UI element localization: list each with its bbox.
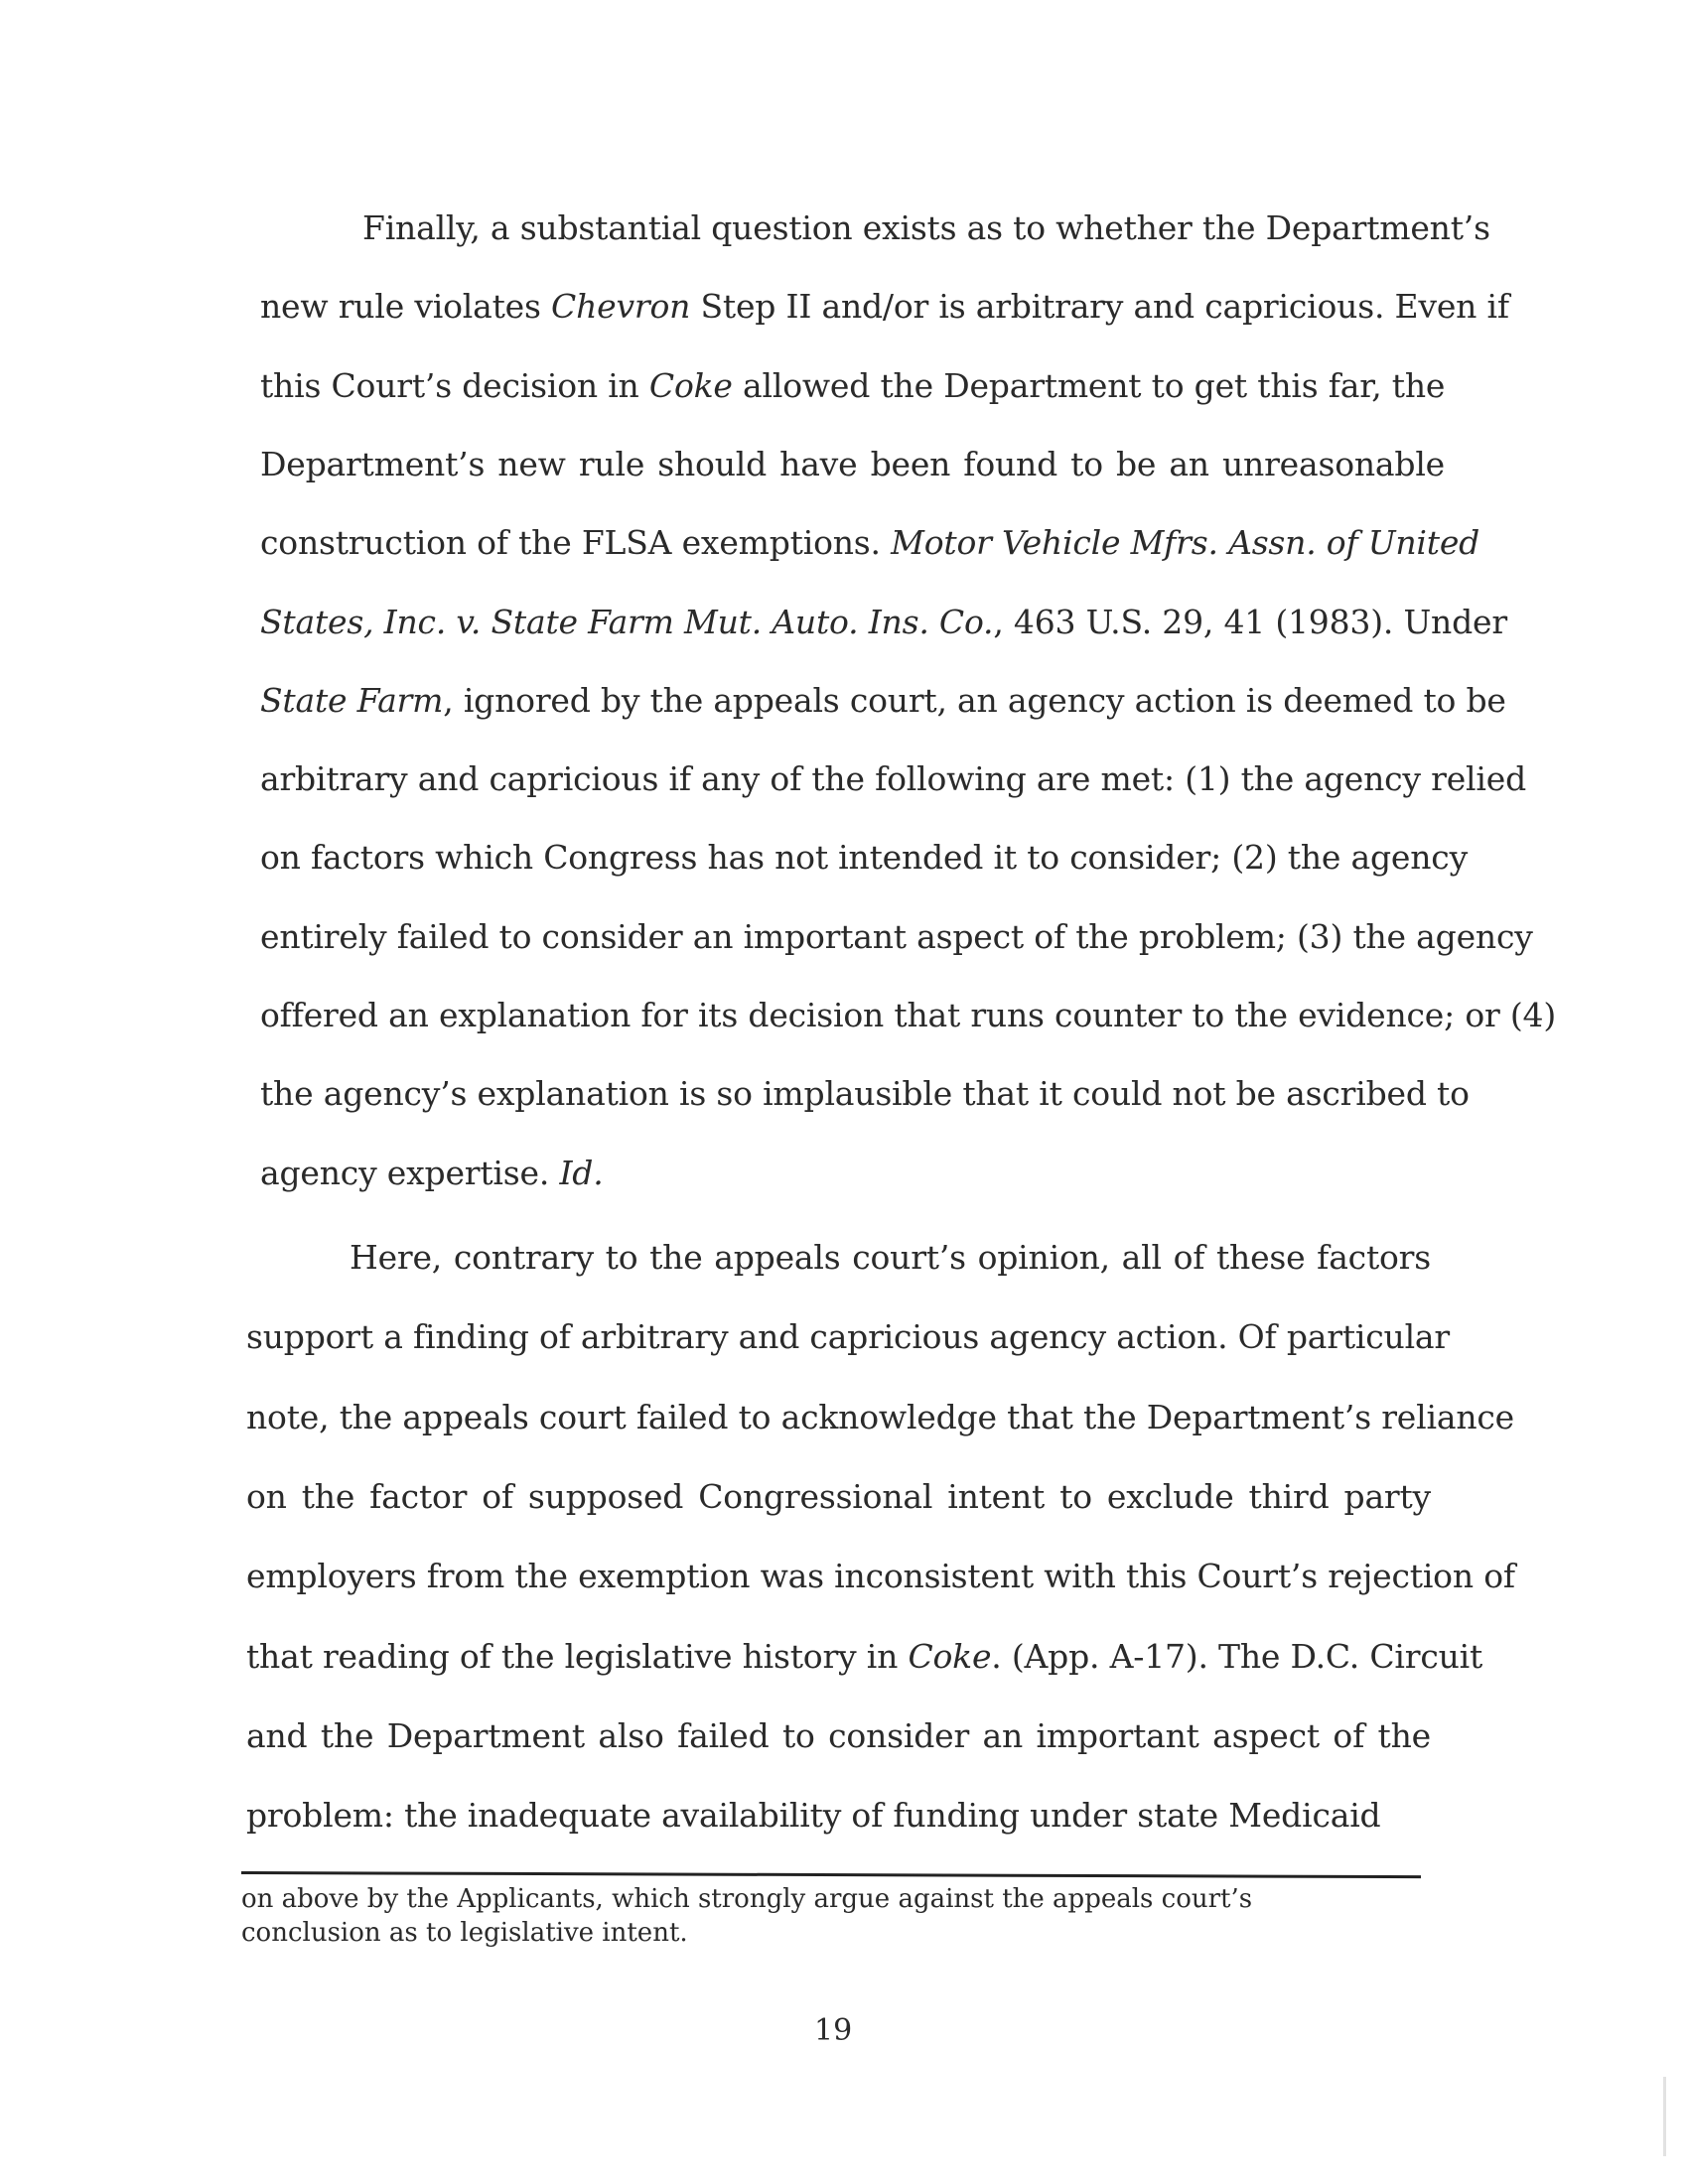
text-run: Step II and/or is arbitrary and capricious. Even if	[690, 287, 1509, 327]
text-run: support a finding of arbitrary and capricious agency action. Of particular	[246, 1317, 1450, 1357]
text-run: construction of the FLSA exemptions.	[260, 523, 892, 563]
italic-citation: State Farm	[260, 680, 444, 720]
paragraph-1-line	[362, 208, 1490, 247]
text-run: entirely failed to consider an important aspect of the problem; (3) the agency	[260, 916, 1533, 956]
italic-citation: Motor Vehicle Mfrs. Assn. of United	[891, 523, 1480, 563]
paragraph-1-line	[260, 287, 1509, 327]
text-run: allowed the Department to get this far, the	[732, 365, 1446, 405]
paragraph-2-line	[246, 1557, 1515, 1596]
paragraph-1-line	[260, 838, 1469, 878]
text-run: problem: the inadequate availability of funding under state Medicaid	[246, 1796, 1381, 1836]
paragraph-1-line	[260, 996, 1557, 1034]
text-run: on the factor of supposed Congressional intent to exclude third party	[246, 1476, 1431, 1516]
paragraph-1-line	[260, 602, 1507, 641]
italic-citation: Coke	[648, 365, 733, 405]
italic-citation: Chevron	[551, 287, 691, 327]
italic-citation: Id.	[559, 1153, 604, 1192]
footnote-separator	[241, 1871, 1421, 1878]
italic-citation: Coke	[908, 1636, 992, 1676]
text-run: new rule violates	[260, 287, 552, 327]
paragraph-2-line	[246, 1796, 1380, 1835]
scan-edge-mark	[1663, 2077, 1666, 2156]
text-run: on factors which Congress has not intended it to consider; (2) the agency	[260, 838, 1469, 878]
text-run: , ignored by the appeals court, an agency action is deemed to be	[443, 680, 1506, 720]
text-run: employers from the exemption was inconsistent with this Court’s rejection of	[246, 1557, 1515, 1596]
text-run: note, the appeals court failed to acknowledge that the Department’s reliance	[246, 1397, 1514, 1436]
paragraph-1-line	[260, 916, 1533, 956]
paragraph-1-line	[260, 445, 1445, 483]
text-run: this Court’s decision in	[260, 365, 649, 405]
text-run: Here, contrary to the appeals court’s opinion, all of these factors	[350, 1238, 1431, 1277]
text-run: Department’s new rule should have been found to be an unreasonable	[260, 444, 1445, 483]
paragraph-2-line	[246, 1716, 1431, 1755]
paragraph-1-line	[260, 366, 1445, 405]
paragraph-1-line	[260, 759, 1527, 799]
text-run: agency expertise.	[260, 1153, 560, 1192]
paragraph-2-line	[350, 1238, 1431, 1277]
paragraph-1-line	[260, 1154, 604, 1192]
paragraph-2-line	[246, 1477, 1431, 1516]
paragraph-2-line	[246, 1397, 1514, 1436]
paragraph-1-line	[260, 523, 1480, 563]
paragraph-1-line	[260, 1074, 1470, 1114]
text-run: and the Department also failed to consider an important aspect of the	[246, 1715, 1431, 1755]
italic-citation: States, Inc. v. State Farm Mut. Auto. Ins. Co.	[260, 602, 994, 641]
text-run: . (App. A-17). The D.C. Circuit	[991, 1636, 1483, 1676]
text-run: offered an explanation for its decision that runs counter to the evidence; or (4)	[260, 996, 1557, 1034]
text-run: , 463 U.S. 29, 41 (1983). Under	[993, 602, 1507, 641]
footnote-line-2: conclusion as to legislative intent.	[241, 1918, 688, 1948]
text-run: the agency’s explanation is so implausible that it could not be ascribed to	[260, 1074, 1470, 1114]
paragraph-1-line	[260, 680, 1506, 720]
paragraph-2-line	[246, 1636, 1483, 1676]
text-run: that reading of the legislative history in	[246, 1636, 909, 1676]
paragraph-2-line	[246, 1317, 1450, 1357]
footnote-line-1: on above by the Applicants, which strongly argue against the appeals court’s	[241, 1884, 1253, 1914]
text-run: arbitrary and capricious if any of the following are met: (1) the agency relied	[260, 759, 1527, 799]
page-number: 19	[814, 2013, 853, 2048]
text-run: Finally, a substantial question exists as to whether the Department’s	[362, 208, 1490, 247]
